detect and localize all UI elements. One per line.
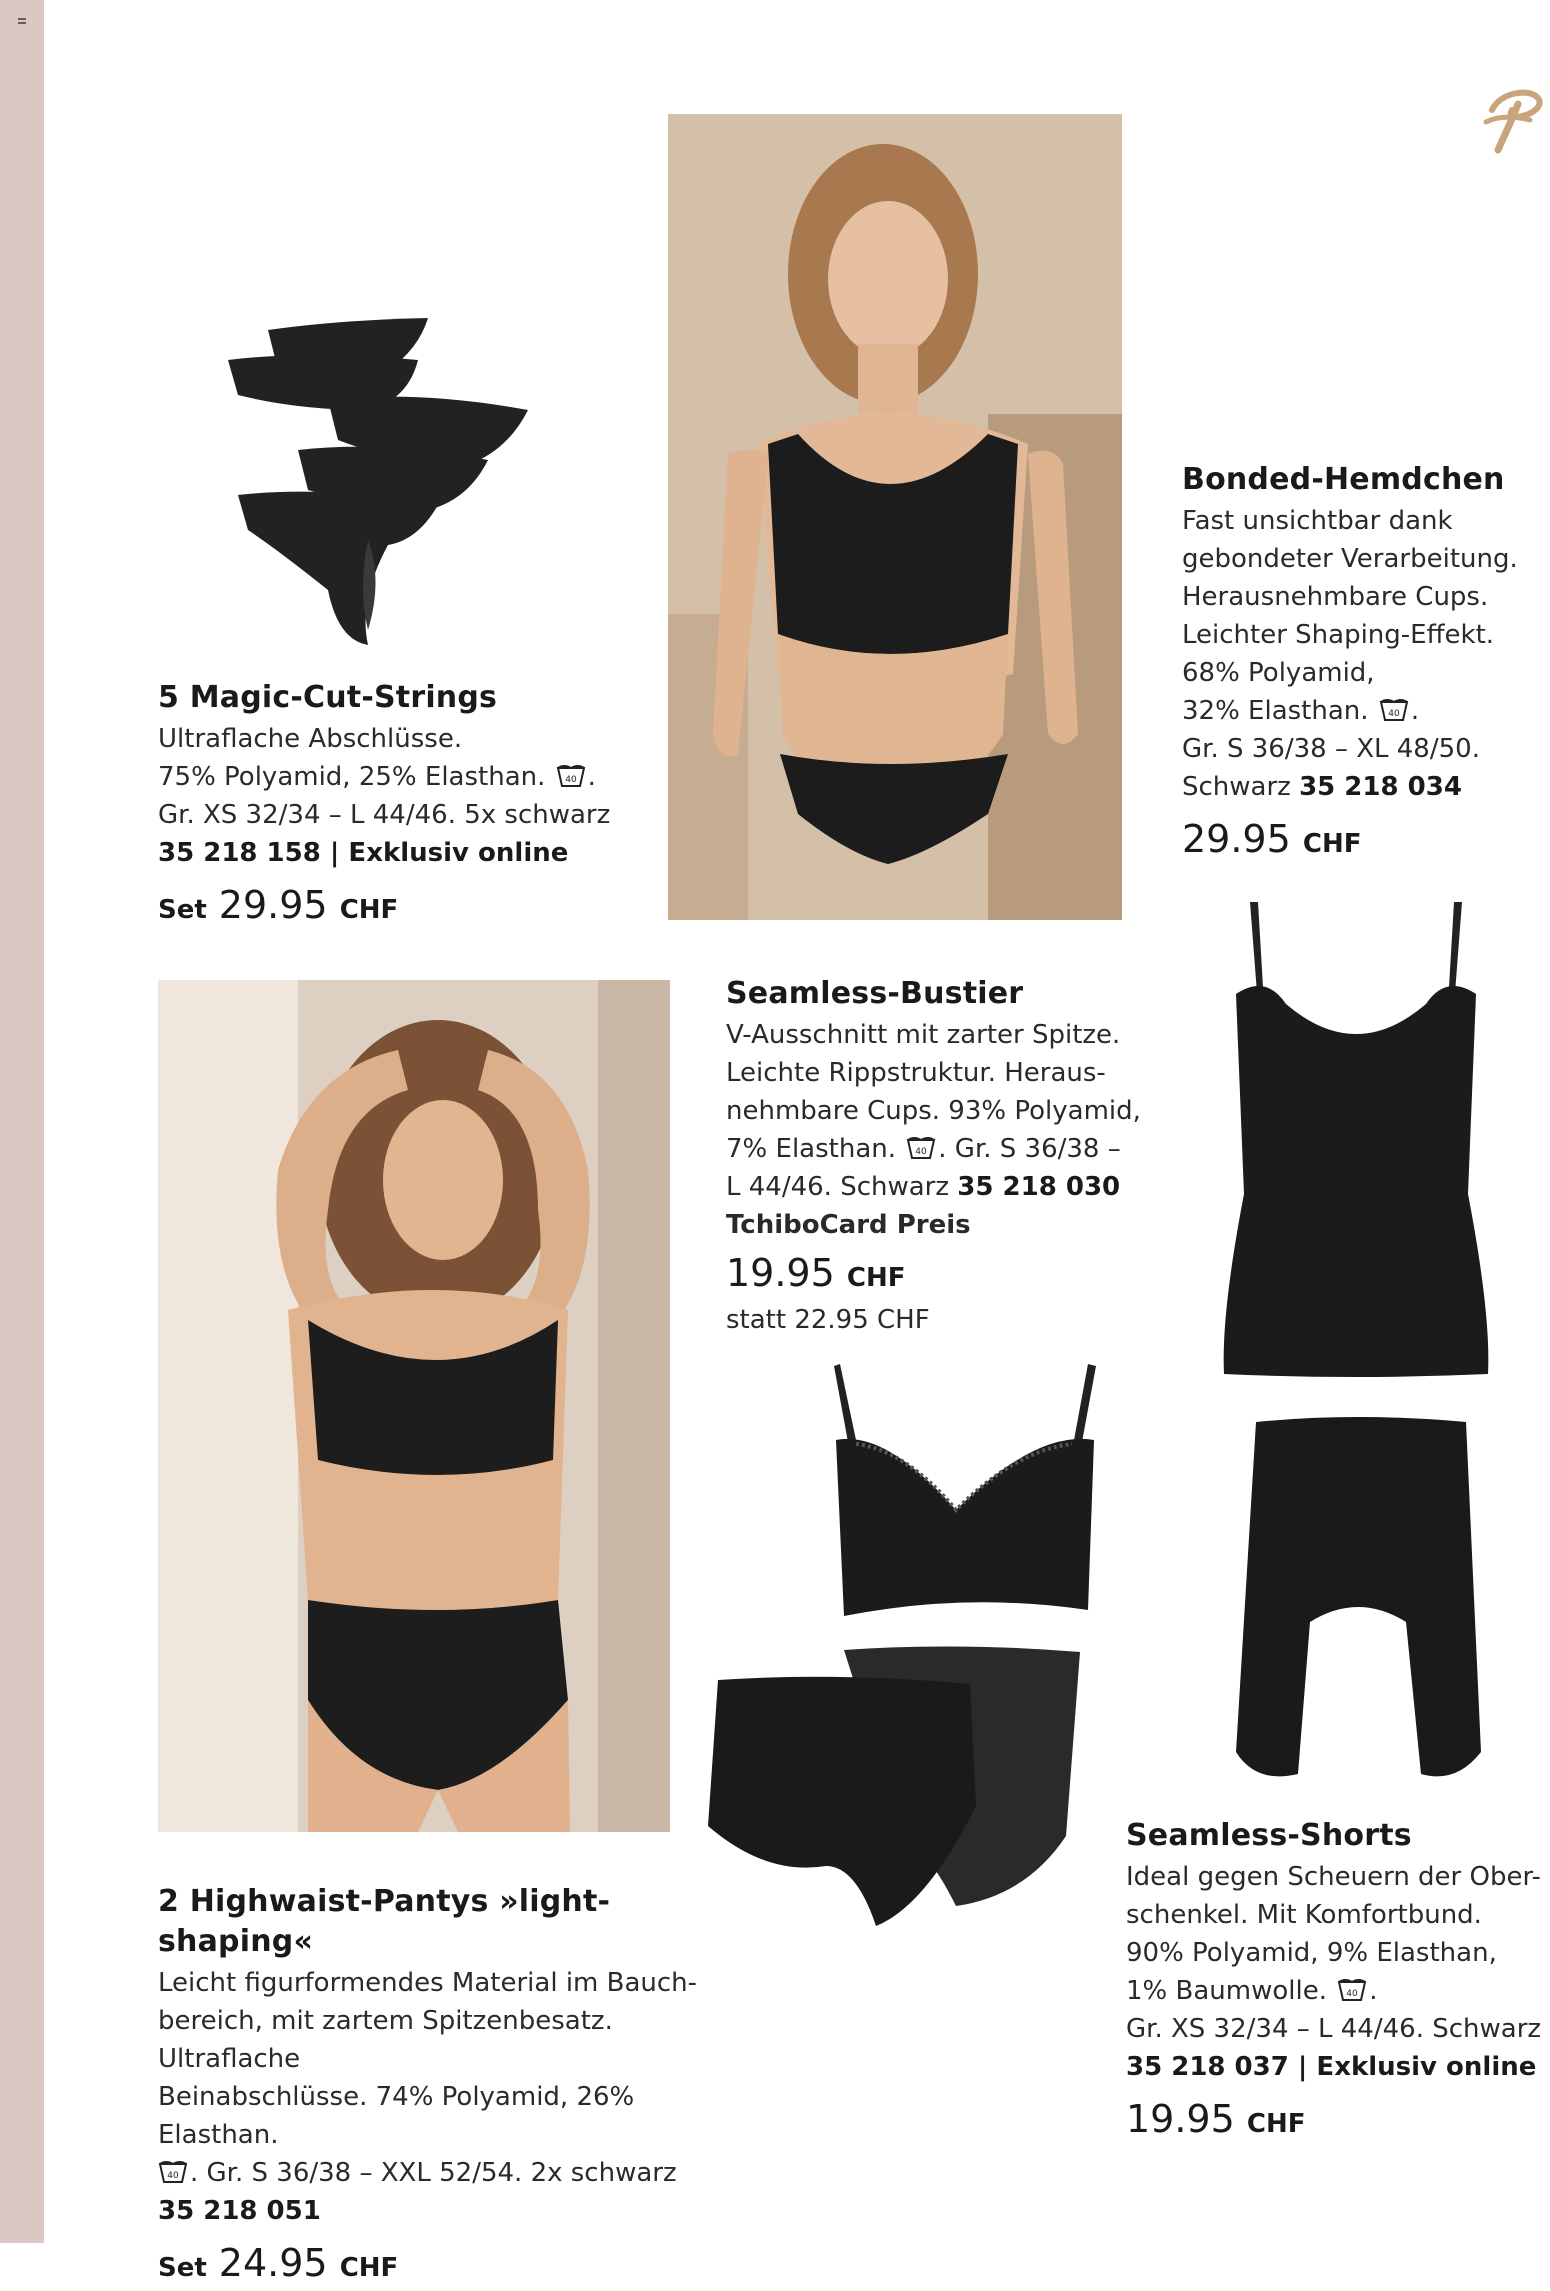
size-color-text: L 44/46. Schwarz	[726, 1172, 950, 1202]
product-desc-line	[726, 1168, 1176, 1206]
shorts-product-image	[1226, 1412, 1490, 1782]
price-value: 19.95	[1126, 2097, 1235, 2141]
article-number: 35 218 037 | Exklusiv online	[1126, 2052, 1537, 2082]
bustier-product-image	[826, 1360, 1104, 1620]
bustier-product-info	[726, 974, 1176, 1339]
wash-40-icon	[1379, 695, 1409, 719]
product-desc-line: V-Ausschnitt mit zarter Spitze.	[726, 1020, 1121, 1050]
strings-product-info	[158, 678, 718, 933]
svg-text:40: 40	[915, 1147, 927, 1157]
wash-suffix: .	[587, 762, 596, 792]
price	[1126, 2096, 1546, 2147]
wash-40-icon	[906, 1133, 936, 1157]
price-currency: CHF	[1246, 2109, 1306, 2139]
article-number: 35 218 158 | Exklusiv online	[158, 838, 569, 868]
product-title: Seamless-Shorts	[1126, 1818, 1412, 1853]
product-desc-line	[158, 2154, 758, 2192]
material-text: 7% Elasthan.	[726, 1134, 896, 1164]
svg-text:40: 40	[1346, 1989, 1358, 1999]
strings-product-image	[218, 300, 578, 660]
tchibo-logo	[1478, 80, 1548, 160]
wash-40-icon	[158, 2157, 188, 2181]
original-price: statt 22.95 CHF	[726, 1305, 930, 1335]
product-desc-line	[158, 758, 718, 796]
product-desc-line: Fast unsichtbar dank	[1182, 506, 1453, 536]
product-size: Gr. S 36/38 – XL 48/50.	[1182, 734, 1480, 764]
price	[1182, 816, 1542, 867]
article-number: 35 218 034	[1299, 772, 1462, 802]
product-desc-line: Ultraflache Abschlüsse.	[158, 724, 463, 754]
size-text: . Gr. S 36/38 – XXL 52/54. 2x schwarz	[190, 2158, 677, 2188]
product-title: 2 Highwaist-Pantys »light-shaping«	[158, 1884, 611, 1959]
price	[158, 882, 718, 933]
pantys-model-photo	[158, 980, 670, 1832]
tchibocard-label: TchiboCard Preis	[726, 1210, 971, 1240]
product-color-line	[1182, 768, 1542, 806]
price-currency: CHF	[846, 1263, 906, 1293]
side-color-strip	[0, 0, 44, 2243]
price-prefix: Set	[158, 2253, 207, 2283]
page-marker-icon	[18, 18, 26, 24]
wash-40-icon	[556, 761, 586, 785]
product-desc-line: 1% Baumwolle. 40 .	[1126, 1976, 1378, 2006]
price-value: 29.95	[1182, 817, 1291, 861]
product-desc-line: Leicht figurformendes Material im Bauch-	[158, 1968, 698, 1998]
product-desc-line: Herausnehmbare Cups.	[1182, 582, 1489, 612]
price-value: 24.95	[218, 2241, 328, 2285]
price-value: 19.95	[726, 1251, 835, 1295]
color-label: Schwarz	[1182, 772, 1291, 802]
product-desc-line: gebondeter Verarbeitung.	[1182, 544, 1518, 574]
svg-text:40: 40	[167, 2171, 179, 2181]
hemdchen-product-image	[1206, 894, 1506, 1382]
product-desc-line: Leichte Rippstruktur. Heraus-	[726, 1058, 1106, 1088]
hemdchen-model-photo	[668, 114, 1122, 920]
product-desc-line: 90% Polyamid, 9% Elasthan,	[1126, 1938, 1497, 1968]
product-title: 5 Magic-Cut-Strings	[158, 680, 498, 715]
product-desc-line	[726, 1130, 1176, 1168]
size-text: . Gr. S 36/38 –	[938, 1134, 1121, 1164]
product-title: Seamless-Bustier	[726, 976, 1024, 1011]
product-desc-line: 32% Elasthan. 40 .	[1182, 696, 1420, 726]
material-text: 75% Polyamid, 25% Elasthan.	[158, 762, 546, 792]
svg-text:40: 40	[564, 775, 577, 785]
price	[726, 1250, 1176, 1301]
product-size: Gr. XS 32/34 – L 44/46. Schwarz	[1126, 2014, 1542, 2044]
product-title: Bonded-Hemdchen	[1182, 462, 1505, 497]
product-desc-line: Ideal gegen Scheuern der Ober-	[1126, 1862, 1541, 1892]
product-desc-line: Beinabschlüsse. 74% Polyamid, 26% Elasthan.	[158, 2082, 635, 2150]
hemdchen-product-info	[1182, 460, 1542, 867]
product-desc-line: Gr. XS 32/34 – L 44/46. 5x schwarz	[158, 800, 611, 830]
price-currency: CHF	[339, 895, 399, 925]
product-desc-line: Leichter Shaping-Effekt.	[1182, 620, 1495, 650]
product-desc-line: nehmbare Cups. 93% Polyamid,	[726, 1096, 1141, 1126]
product-desc-line: 68% Polyamid,	[1182, 658, 1375, 688]
price	[158, 2240, 758, 2291]
article-number: 35 218 030	[957, 1172, 1121, 1202]
product-desc-line: schenkel. Mit Komfortbund.	[1126, 1900, 1482, 1930]
product-desc-line: bereich, mit zartem Spitzenbesatz. Ultraflache	[158, 2006, 613, 2074]
price-currency: CHF	[339, 2253, 399, 2283]
wash-40-icon	[1337, 1975, 1367, 1999]
material-text: 1% Baumwolle.	[1126, 1976, 1327, 2006]
shorts-product-info	[1126, 1816, 1546, 2147]
price-currency: CHF	[1302, 829, 1362, 859]
pantys-product-image	[706, 1646, 1090, 1930]
article-number: 35 218 051	[158, 2196, 321, 2226]
svg-text:40: 40	[1388, 709, 1400, 719]
price-prefix: Set	[158, 895, 207, 925]
material-text: 32% Elasthan.	[1182, 696, 1369, 726]
pantys-product-info	[158, 1882, 758, 2291]
price-value: 29.95	[218, 883, 328, 927]
